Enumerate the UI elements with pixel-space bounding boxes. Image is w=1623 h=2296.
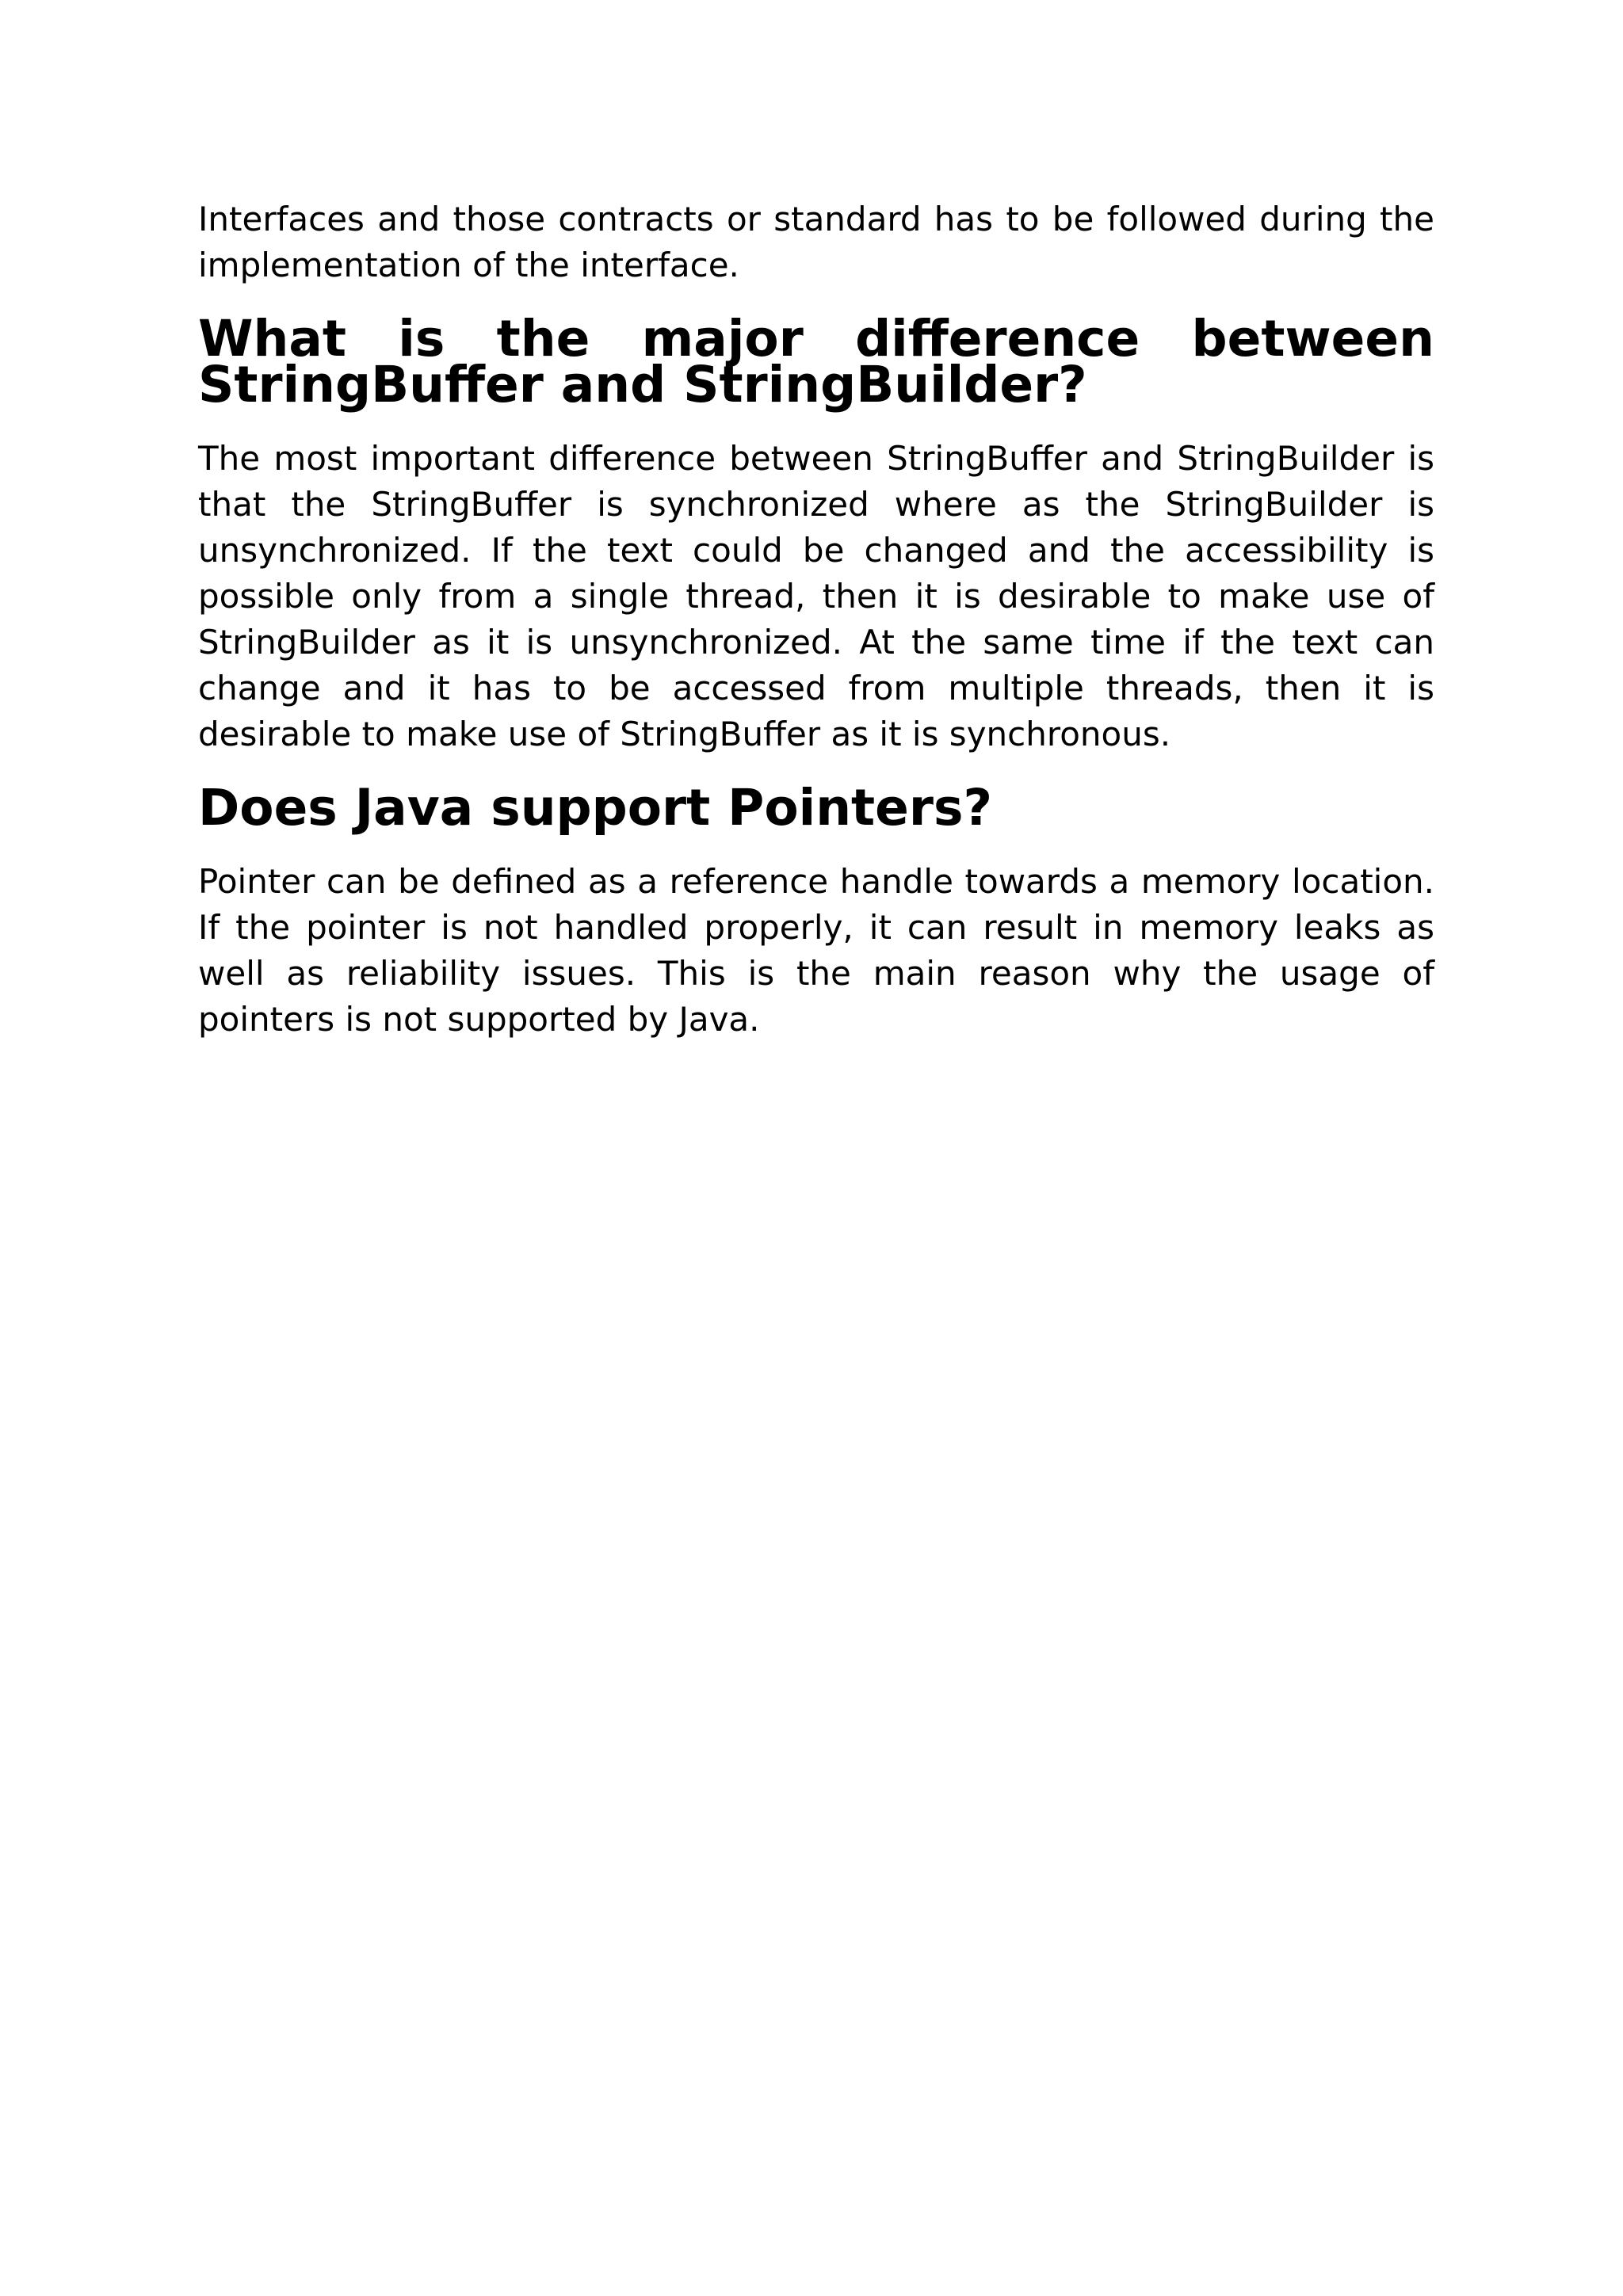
heading-stringbuffer-vs-stringbuilder: What is the major difference between StringBuffer and StringBuilder? <box>198 310 1434 414</box>
document-page <box>198 196 1434 1070</box>
heading-java-pointers: Does Java support Pointers? <box>198 779 993 837</box>
paragraph-interfaces-continuation: Interfaces and those contracts or standard has to be followed during the implementation of the interface. <box>198 200 1434 284</box>
paragraph-java-pointers: Pointer can be defined as a reference handle towards a memory location. If the pointer is not handled properly, it can result in memory leaks as well as reliability issues. This is the main reason why the usage of pointers is not supported by Java. <box>198 862 1434 1039</box>
paragraph-stringbuffer-stringbuilder: The most important difference between StringBuffer and StringBuilder is that the StringBuffer is synchronized where as the StringBuilder is unsynchronized. If the text could be changed and the accessibility is possible only from a single thread, then it is desirable to make use of StringBuilder as it is unsynchronized. At the same time if the text can change and it has to be accessed from multiple threads, then it is desirable to make use of StringBuffer as it is synchronous. <box>198 439 1434 753</box>
